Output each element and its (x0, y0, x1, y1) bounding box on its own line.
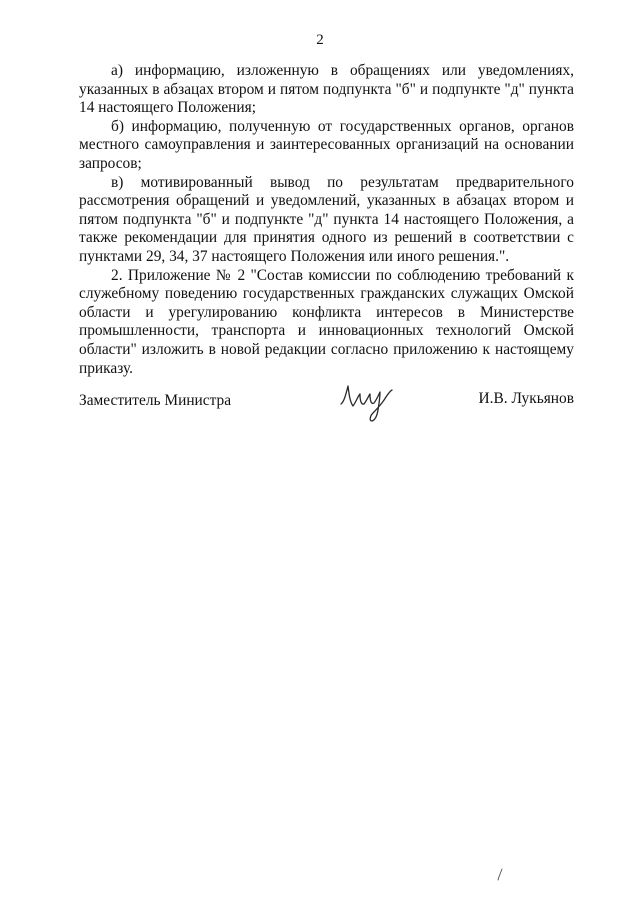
signatory-title: Заместитель Министра (79, 392, 232, 409)
stray-pen-mark (496, 868, 504, 882)
document-body (79, 62, 574, 378)
paragraph-item-a: а) информацию, изложенную в обращениях или уведомлениях, указанных в абзацах втором и пятом подпункта "б" и подпункте "д" пункта 14 настоящего Положения; (79, 62, 574, 117)
signatory-name: И.В. Лукьянов (478, 390, 574, 407)
signature-block (79, 386, 574, 436)
paragraph-item-v: в) мотивированный вывод по результатам предварительного рассмотрения обращений и уведомлений, указанных в абзацах втором и пятом подпункта "б" и подпункте "д" пункта 14 настоящего Положения, а также рекомендации для принятия одного из решений в соответствии с пунктами 29, 34, 37 настоящего Положения или иного решения.". (79, 173, 574, 265)
paragraph-point-2: 2. Приложение № 2 "Состав комиссии по соблюдению требований к служебному поведению государственных гражданских служащих Омской области и урегулированию конфликта интересов в Министерстве промышленности, транспорта и инновационных технологий Омской области" изложить в новой редакции согласно приложению к настоящему приказу. (79, 266, 574, 377)
handwritten-signature (338, 380, 402, 428)
paragraph-item-b: б) информацию, полученную от государственных органов, органов местного самоуправления и заинтересованных организаций на основании запросов; (79, 117, 574, 172)
page-number: 2 (316, 32, 324, 48)
